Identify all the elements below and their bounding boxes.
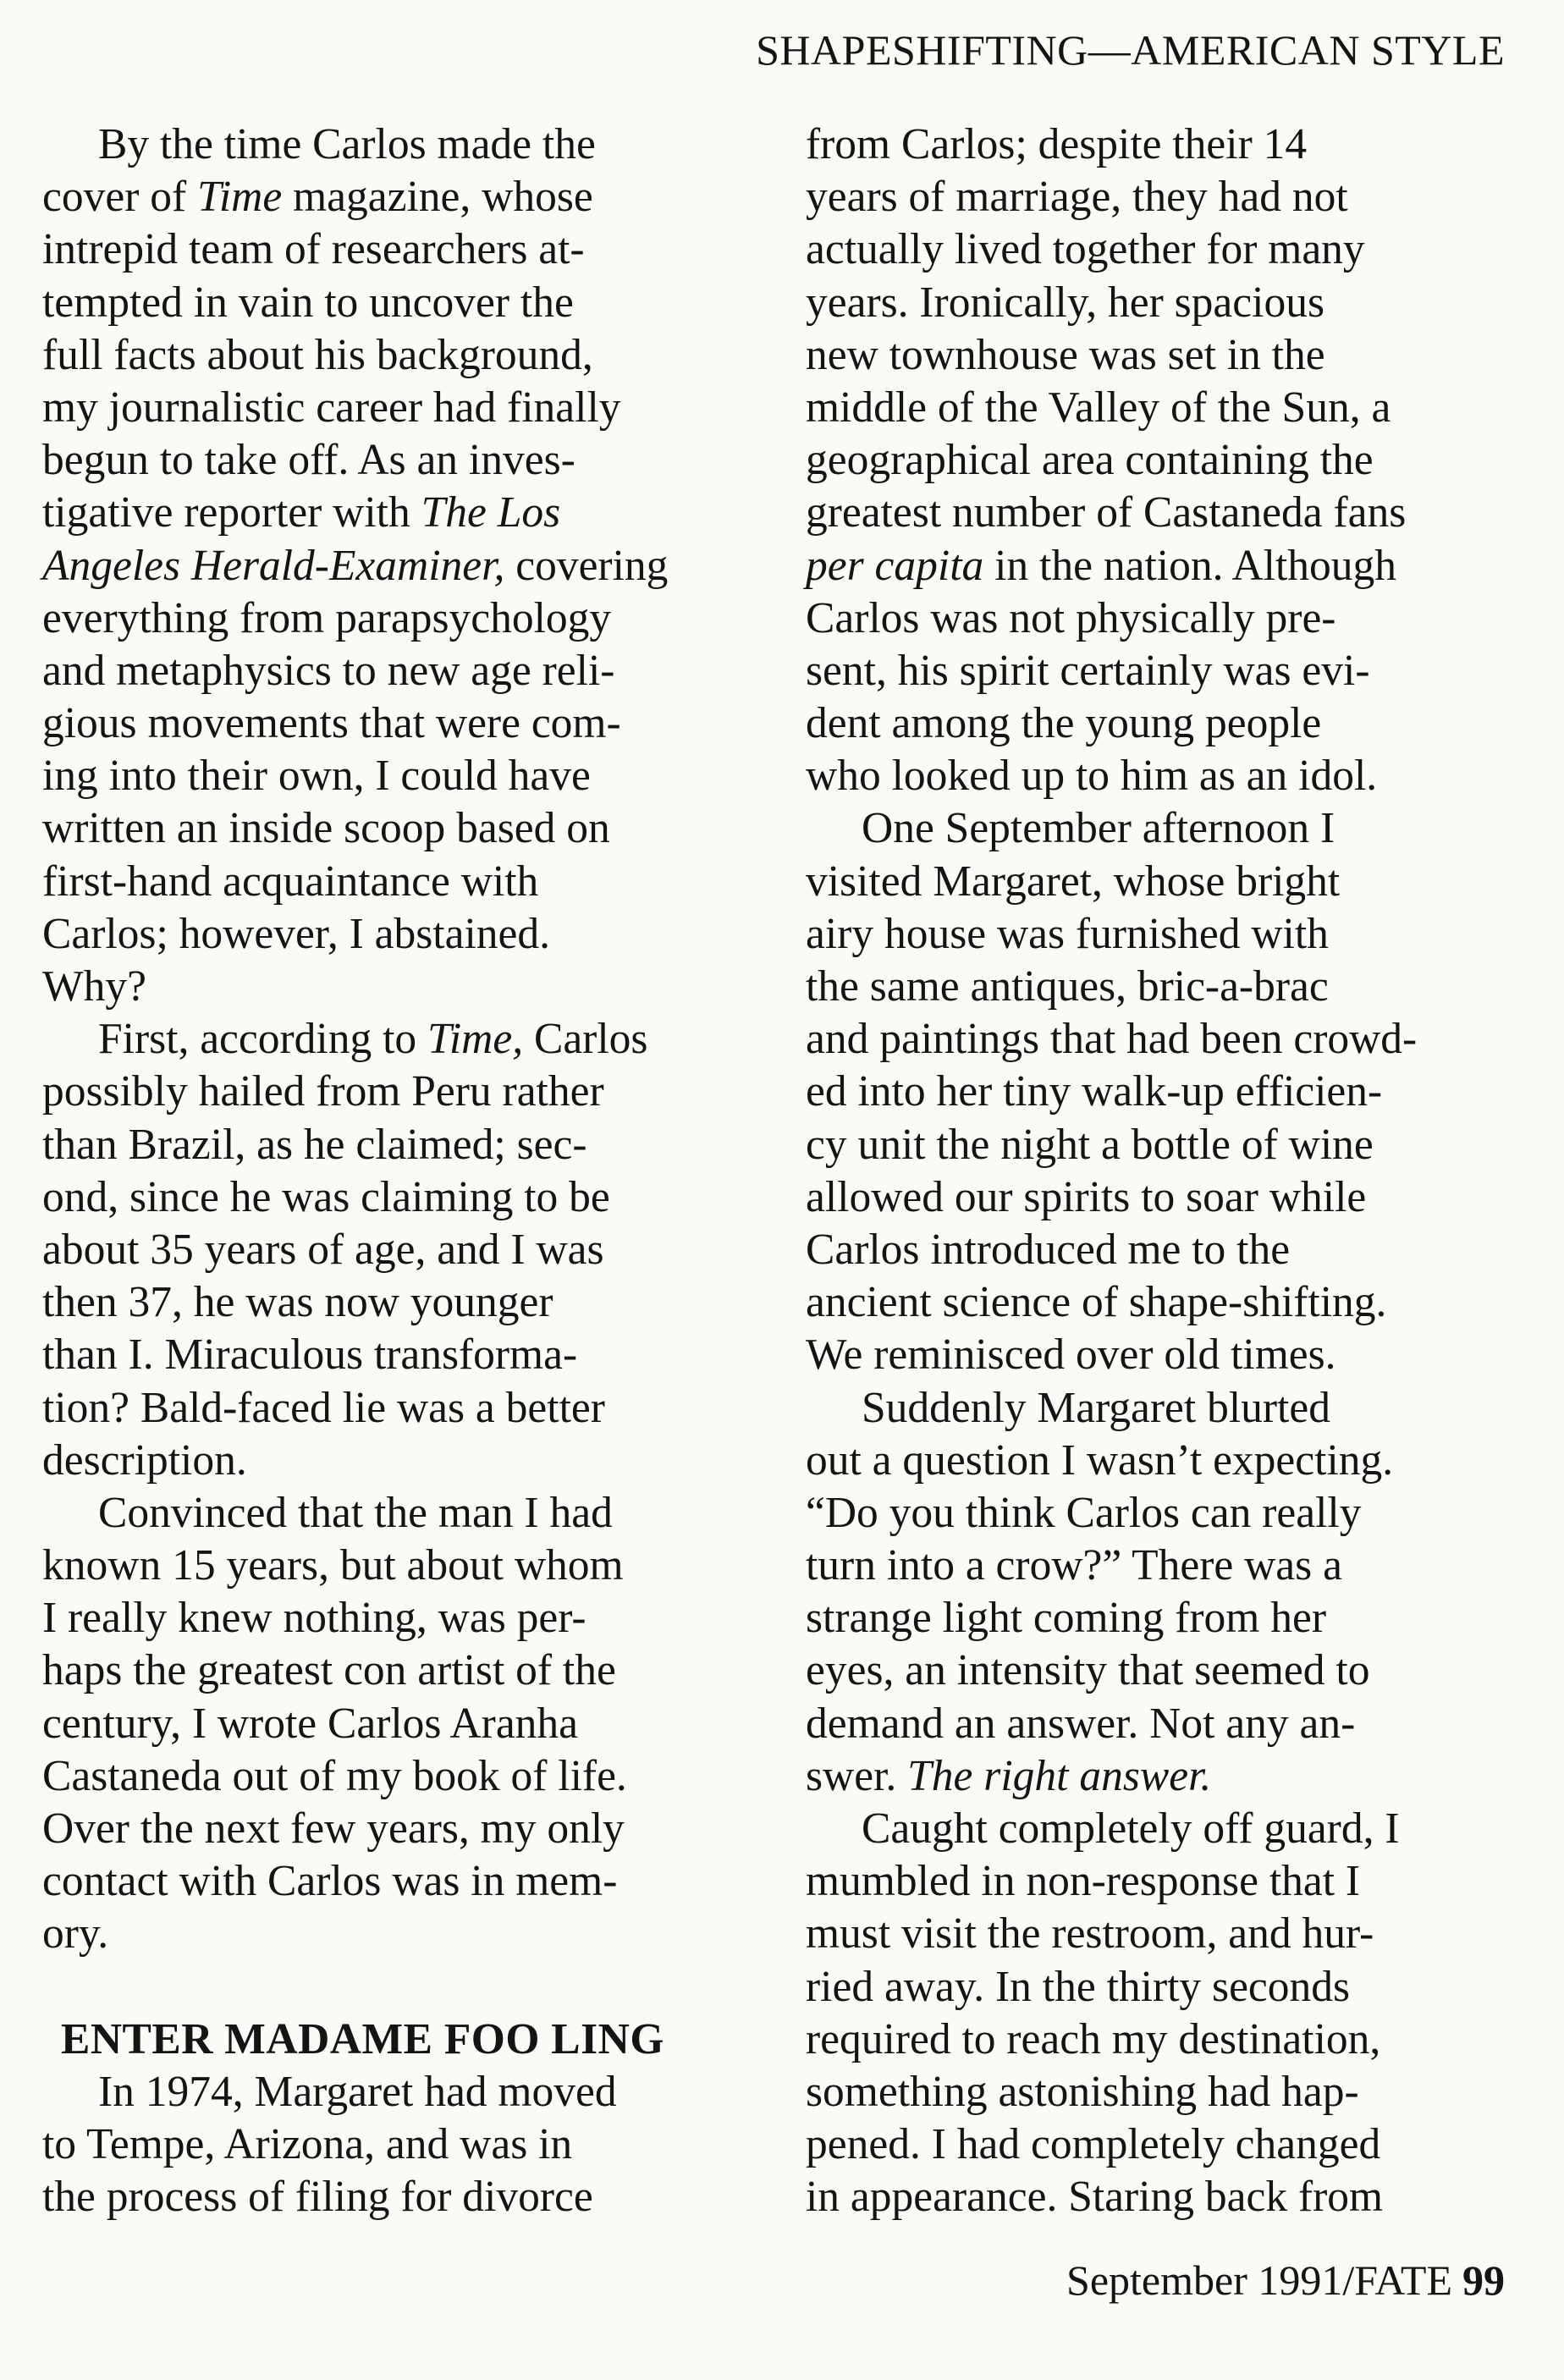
text-line: first-hand acquaintance with — [42, 857, 539, 906]
text-line: years. Ironically, her spacious — [806, 278, 1324, 327]
page-number: 99 — [1462, 2256, 1505, 2304]
text-line: haps the greatest con artist of the — [42, 1646, 616, 1695]
text-line: tion? Bald-faced lie was a better — [42, 1383, 605, 1432]
text-line: swer. The right answer. — [806, 1751, 1212, 1800]
page-footer — [1066, 2256, 1505, 2305]
magazine-title: Time, — [427, 1015, 524, 1064]
text-line: per capita in the nation. Although — [806, 541, 1397, 590]
text-line: turn into a crow?” There was a — [806, 1541, 1342, 1590]
text-line: Angeles Herald-Examiner, covering — [42, 541, 669, 590]
issue-label: September 1991/FATE — [1066, 2256, 1452, 2304]
text-line: who looked up to him as an idol. — [806, 752, 1378, 801]
text-line: I really knew nothing, was per- — [42, 1594, 586, 1643]
text-line: We reminisced over old times. — [806, 1330, 1336, 1380]
text-line: ancient science of shape-shifting. — [806, 1278, 1387, 1327]
text-line: ed into her tiny walk-up efficien- — [806, 1067, 1383, 1116]
text-line: Over the next few years, my only — [42, 1804, 625, 1853]
running-head: SHAPESHIFTING—AMERICAN STYLE — [756, 26, 1505, 74]
text-line: airy house was furnished with — [806, 909, 1329, 958]
text-line: than Brazil, as he claimed; sec- — [42, 1120, 587, 1169]
text-line: contact with Carlos was in mem- — [42, 1857, 618, 1906]
text-line: dent among the young people — [806, 699, 1322, 748]
text-line: in appearance. Staring back from — [806, 2173, 1384, 2222]
text-line: required to reach my destination, — [806, 2014, 1381, 2063]
right-column — [806, 118, 1515, 2224]
text-line: description. — [42, 1435, 247, 1485]
text-line: ory. — [42, 1909, 109, 1959]
text-line: Caught completely off guard, I — [862, 1804, 1400, 1853]
text-line: possibly hailed from Peru rather — [42, 1067, 604, 1116]
text-line: the process of filing for divorce — [42, 2173, 593, 2222]
text-line: must visit the restroom, and hur- — [806, 1909, 1374, 1959]
text-line: Why? — [42, 962, 146, 1011]
text-line: my journalistic career had finally — [42, 383, 621, 432]
italic-phrase: The right answer. — [907, 1751, 1212, 1800]
text-line: eyes, an intensity that seemed to — [806, 1646, 1370, 1695]
text-line: visited Margaret, whose bright — [806, 857, 1341, 906]
text-line: One September afternoon I — [862, 804, 1335, 853]
text-line: Convinced that the man I had — [98, 1488, 613, 1537]
text-line: First, according to Time, Carlos — [98, 1015, 648, 1064]
text-line: written an inside scoop based on — [42, 804, 610, 853]
text-line: actually lived together for many — [806, 225, 1365, 274]
text-line: intrepid team of researchers at- — [42, 225, 585, 274]
text-line: tempted in vain to uncover the — [42, 278, 574, 327]
text-line: Carlos was not physically pre- — [806, 593, 1336, 642]
text-line: Carlos; however, I abstained. — [42, 909, 551, 958]
text-line: mumbled in non-response that I — [806, 1857, 1361, 1906]
text-line: from Carlos; despite their 14 — [806, 120, 1308, 168]
text-line: the same antiques, bric-a-brac — [806, 962, 1329, 1011]
magazine-title: Time — [197, 173, 283, 222]
text-line: “Do you think Carlos can really — [806, 1488, 1362, 1537]
text-line: In 1974, Margaret had moved — [98, 2067, 617, 2116]
text-line: century, I wrote Carlos Aranha — [42, 1699, 579, 1748]
text-line: gious movements that were com- — [42, 699, 621, 748]
text-line: known 15 years, but about whom — [42, 1541, 624, 1590]
text-line: Castaneda out of my book of life. — [42, 1751, 627, 1800]
text-line: greatest number of Castaneda fans — [806, 488, 1407, 537]
text-line: strange light coming from her — [806, 1594, 1326, 1643]
text-line: everything from parapsychology — [42, 593, 612, 642]
text-line: demand an answer. Not any an- — [806, 1699, 1356, 1748]
text-line: full facts about his background, — [42, 330, 593, 379]
section-heading: ENTER MADAME FOO LING — [61, 2014, 664, 2063]
text-line: out a question I wasn’t expecting. — [806, 1435, 1394, 1485]
text-line: ried away. In the thirty seconds — [806, 1962, 1351, 2011]
text-line: something astonishing had hap- — [806, 2067, 1359, 2116]
text-line: By the time Carlos made the — [98, 120, 596, 168]
text-line: new townhouse was set in the — [806, 330, 1325, 379]
text-line: then 37, he was now younger — [42, 1278, 553, 1327]
text-line: and paintings that had been crowd- — [806, 1015, 1418, 1064]
text-line: middle of the Valley of the Sun, a — [806, 383, 1391, 432]
text-line: pened. I had completely changed — [806, 2120, 1381, 2169]
text-line: Carlos introduced me to the — [806, 1225, 1291, 1274]
italic-phrase: per capita — [806, 541, 984, 590]
text-line: tigative reporter with The Los — [42, 488, 561, 537]
newspaper-title: The Los — [421, 488, 561, 537]
text-line: to Tempe, Arizona, and was in — [42, 2120, 573, 2169]
text-line: allowed our spirits to soar while — [806, 1172, 1367, 1221]
text-line: about 35 years of age, and I was — [42, 1225, 604, 1274]
text-line: cover of Time magazine, whose — [42, 173, 593, 222]
newspaper-title: Angeles Herald-Examiner, — [42, 541, 505, 590]
spacer — [42, 1961, 752, 2014]
text-line: years of marriage, they had not — [806, 173, 1348, 222]
text-line: sent, his spirit certainly was evi- — [806, 646, 1370, 695]
text-line: ond, since he was claiming to be — [42, 1172, 610, 1221]
text-line: begun to take off. As an inves- — [42, 436, 575, 485]
text-line: and metaphysics to new age reli- — [42, 646, 615, 695]
text-line: Suddenly Margaret blurted — [862, 1383, 1330, 1432]
left-column — [42, 118, 752, 2224]
text-line: ing into their own, I could have — [42, 752, 591, 801]
text-line: cy unit the night a bottle of wine — [806, 1120, 1374, 1169]
text-line: than I. Miraculous transforma- — [42, 1330, 578, 1380]
text-line: geographical area containing the — [806, 436, 1374, 485]
